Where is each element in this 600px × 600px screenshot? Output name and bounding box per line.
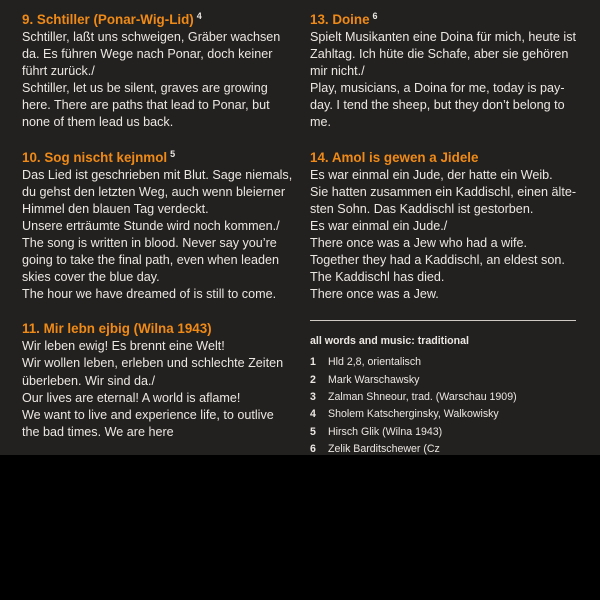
lyric-line: Schtiller, let us be silent, graves are growing — [22, 81, 268, 96]
lyric-line: Wir leben ewig! Es brennt eine Welt! — [22, 339, 225, 354]
lyric-line: me. — [310, 115, 331, 130]
lyric-line: day. I tend the sheep, but they don’t belong to — [310, 98, 565, 113]
credit-item — [310, 389, 582, 406]
credit-number: 1 — [310, 356, 316, 369]
lyric-line: Together they had a Kaddischl, an eldest son. — [310, 253, 565, 268]
lyric-line: Das Lied ist geschrieben mit Blut. Sage niemals, — [22, 167, 293, 182]
credit-item — [310, 441, 582, 455]
left-column — [22, 11, 293, 455]
song-title-text: 9. Schtiller (Ponar-Wig-Lid) — [22, 12, 194, 27]
credits-title: all words and music: traditional — [310, 335, 469, 348]
footnote-ref: 4 — [196, 11, 202, 21]
lyric-line: Himmel den blauen Tag verdeckt. — [22, 201, 209, 216]
lyric-line: here. There are paths that lead to Ponar, but — [22, 98, 270, 113]
credit-text: Hirsch Glik (Wilna 1943) — [328, 425, 443, 438]
footnote-ref: 6 — [372, 11, 378, 21]
lyric-line: Es war einmal ein Jude./ — [310, 218, 448, 233]
credit-number: 5 — [310, 425, 316, 438]
lyric-line: The Kaddischl has died. — [310, 270, 445, 285]
credits-block — [310, 334, 582, 455]
lyric-line: Schtiller, laßt uns schweigen, Gräber wachsen — [22, 30, 281, 44]
lyric-line: führt zurück./ — [22, 64, 95, 79]
lyric-line: The song is written in blood. Never say you’re — [22, 235, 277, 250]
credit-text: Sholem Katscherginsky, Walkowisky — [328, 408, 499, 421]
credit-text: Zalman Shneour, trad. (Warschau 1909) — [328, 390, 517, 403]
lyric-line: Our lives are eternal! A world is aflame! — [22, 390, 241, 405]
lyric-line: the bad times. We are here — [22, 424, 174, 439]
lyric-line: There once was a Jew who had a wife. — [310, 235, 528, 250]
credit-item — [310, 354, 582, 371]
song-title-text: 13. Doine — [310, 12, 370, 27]
credit-number: 6 — [310, 442, 316, 455]
lyric-line: none of them lead us back. — [22, 115, 174, 130]
song-title — [310, 11, 582, 28]
lyric-line: Spielt Musikanten eine Doina für mich, heute ist — [310, 30, 577, 44]
lyric-line: mir nicht./ — [310, 64, 365, 79]
song-title-text: 14. Amol is gewen a Jidele — [310, 149, 479, 165]
credit-item — [310, 372, 582, 389]
credit-number: 3 — [310, 390, 316, 403]
lyric-line: überleben. Wir sind da./ — [22, 373, 156, 388]
lyric-line: We want to live and experience life, to outlive — [22, 407, 274, 422]
song-title — [310, 149, 582, 166]
song-title — [22, 149, 290, 166]
lyric-line: Zahltag. Ich hüte die Schafe, aber sie gehören — [310, 47, 569, 62]
lyric-line: Unsere erträumte Stunde wird noch kommen./ — [22, 218, 280, 233]
song-title-text: 10. Sog nischt kejnmol — [22, 149, 168, 165]
lyric-line: du gehst den letzten Weg, auch wenn bleierner — [22, 184, 286, 199]
credit-item — [310, 406, 582, 423]
lyric-line: Es war einmal ein Jude, der hatte ein Weib. — [310, 167, 553, 182]
footnote-ref: 5 — [170, 148, 176, 159]
lyric-line: Wir wollen leben, erleben und schlechte Zeiten — [22, 356, 284, 371]
lyric-line: Sie hatten zusammen ein Kaddischl, einen älte- — [310, 184, 577, 199]
song-block — [22, 320, 290, 441]
song-block — [310, 11, 582, 132]
credit-text: Zelik Barditschewer (Cz — [328, 442, 440, 455]
song-block — [22, 11, 290, 132]
song-title-text: 11. Mir lebn ejbig (Wilna 1943) — [22, 321, 212, 337]
credit-item — [310, 424, 582, 441]
lyric-line: There once was a Jew. — [310, 287, 439, 302]
lyric-line: skies cover the blue day. — [22, 270, 160, 285]
lyric-line: sten Sohn. Das Kaddischl ist gestorben. — [310, 201, 534, 216]
song-block — [310, 149, 582, 304]
divider-rule — [310, 320, 576, 321]
lyric-line: Play, musicians, a Doina for me, today is pay- — [310, 81, 565, 96]
right-column — [310, 11, 582, 455]
lyric-line: da. Es führen Wege nach Ponar, doch keiner — [22, 47, 273, 62]
credit-text: Hld 2,8, orientalisch — [328, 356, 422, 369]
credit-number: 2 — [310, 373, 316, 386]
credit-text: Mark Warschawsky — [328, 373, 420, 386]
song-block — [22, 148, 293, 304]
lyric-line: The hour we have dreamed of is still to come. — [22, 287, 277, 302]
lyric-line: going to take the final path, even when leaden — [22, 253, 279, 268]
song-title — [22, 320, 290, 337]
song-title — [22, 11, 290, 28]
credit-number: 4 — [310, 408, 316, 421]
